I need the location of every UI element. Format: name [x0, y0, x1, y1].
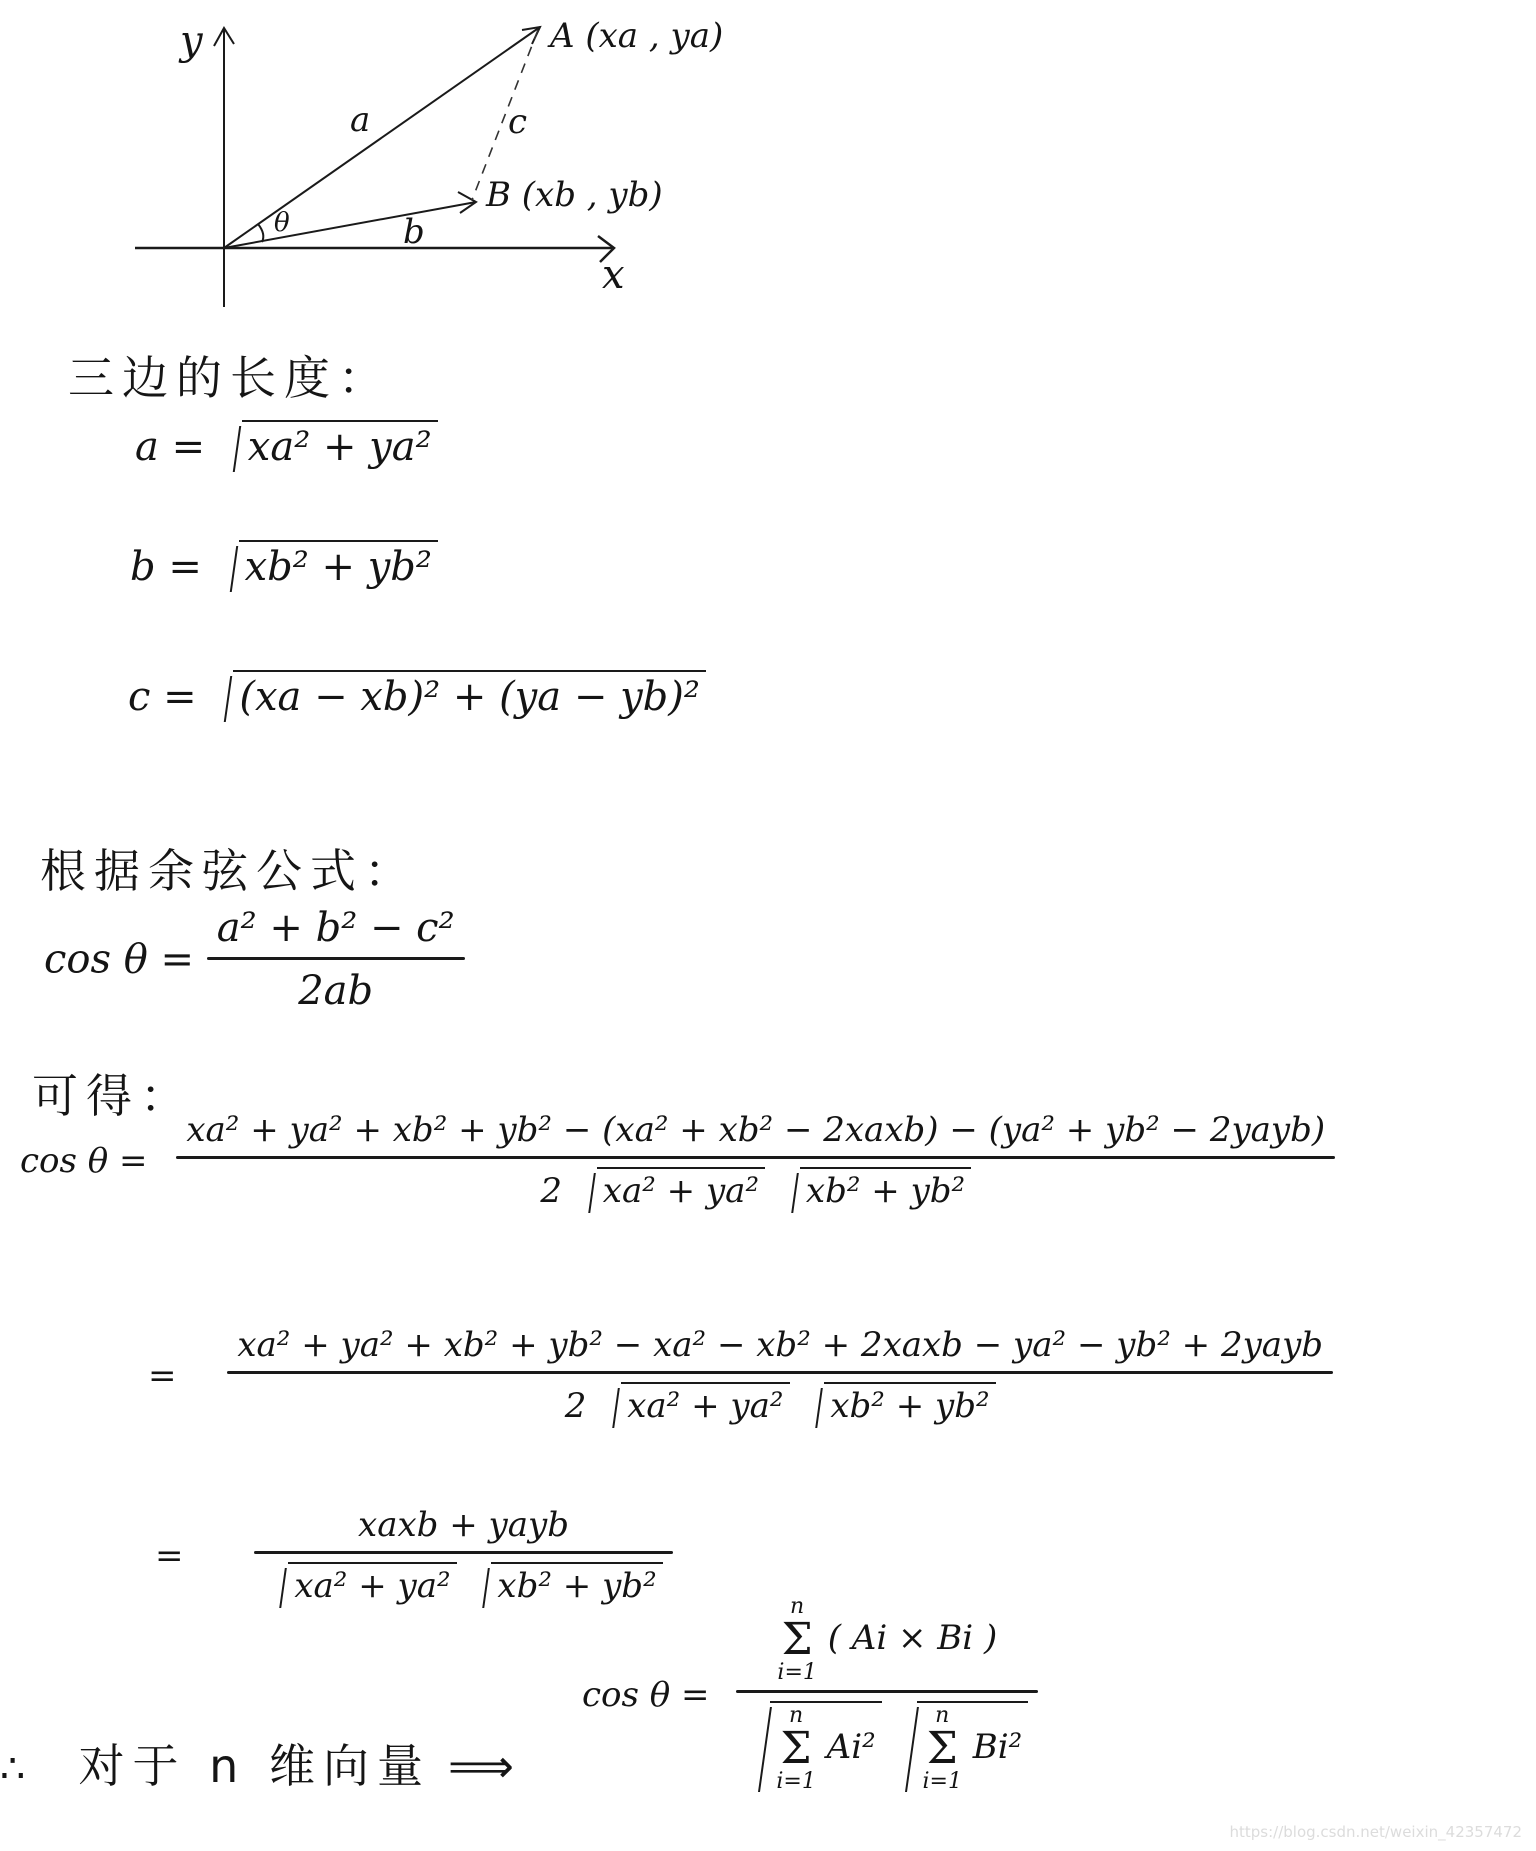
step3-den-root1: xa² + ya² — [288, 1562, 456, 1606]
derivation-lhs: cos θ = — [20, 1140, 148, 1181]
step1-den-coef: 2 — [540, 1171, 562, 1211]
n-dim-text: 对于 n 维向量 — [78, 1739, 431, 1793]
sigma-icon: n Σ i=1 — [922, 1703, 962, 1794]
formula-a-rhs: xa² + ya² — [242, 420, 438, 470]
sqrt-icon — [800, 1382, 995, 1426]
n-dim-den-term1: Ai² — [826, 1727, 876, 1767]
n-dim-denominator — [736, 1693, 1038, 1793]
sum-lower: i=1 — [777, 1660, 817, 1685]
point-b-label: B (xb , yb) — [486, 175, 663, 215]
sqrt-icon — [746, 1701, 881, 1793]
formula-c-lhs: c = — [128, 674, 197, 720]
cosine-law-numerator: a² + b² − c² — [216, 905, 455, 951]
sqrt-icon — [573, 1167, 765, 1211]
step1-numerator: xa² + ya² + xb² + yb² − (xa² + xb² − 2xaxb) − (ya² + yb² − 2yayb) — [186, 1110, 1326, 1150]
y-axis-label: y — [180, 18, 203, 64]
derivation-step-1 — [20, 1110, 1335, 1211]
formula-a — [135, 420, 438, 470]
sum-lower: i=1 — [776, 1769, 816, 1794]
cosine-law-denominator: 2ab — [298, 968, 374, 1014]
n-dim-den-term2: Bi² — [972, 1727, 1023, 1767]
derivation-heading: 可得： — [32, 1069, 194, 1123]
step1-den-root1: xa² + ya² — [597, 1167, 765, 1211]
sqrt-icon — [264, 1562, 456, 1606]
sqrt-icon — [215, 540, 438, 590]
n-dim-numerator — [767, 1596, 1007, 1690]
step3-equals: = — [155, 1535, 184, 1576]
vector-a-label: a — [350, 100, 371, 140]
sigma-icon: n Σ i=1 — [776, 1703, 816, 1794]
cosine-law-heading: 根据余弦公式： — [40, 844, 418, 898]
cosine-law-fraction — [207, 905, 465, 1014]
n-dim-formula — [582, 1596, 1038, 1793]
segment-c-label: c — [508, 102, 528, 142]
n-dim-statement — [0, 1730, 522, 1796]
step1-denominator — [530, 1159, 981, 1211]
sqrt-icon — [218, 420, 438, 470]
cosine-law-lhs: cos θ = — [44, 936, 195, 983]
step3-den-root2: xb² + yb² — [491, 1562, 662, 1606]
vector-b-label: b — [403, 212, 425, 252]
step3-numerator: xaxb + yayb — [358, 1505, 569, 1545]
x-axis-label: x — [602, 252, 625, 298]
derivation-step-2 — [148, 1325, 1333, 1426]
step2-den-root1: xa² + ya² — [621, 1382, 789, 1426]
formula-c — [128, 670, 706, 720]
sum-upper: n — [789, 1703, 804, 1728]
step1-fraction — [176, 1110, 1335, 1211]
step2-numerator: xa² + ya² + xb² + yb² − xa² − xb² + 2xaxb − ya² − yb² + 2yayb — [237, 1325, 1324, 1365]
sqrt-icon — [209, 670, 706, 720]
formula-b — [130, 540, 438, 590]
step2-denominator — [555, 1374, 1006, 1426]
step2-fraction — [227, 1325, 1333, 1426]
sqrt-icon — [597, 1382, 789, 1426]
point-a-label: A (xa , ya) — [550, 16, 724, 56]
n-dim-fraction — [736, 1596, 1038, 1793]
formula-a-lhs: a = — [135, 424, 206, 470]
therefore-icon: ∴ — [0, 1746, 34, 1792]
sum-upper: n — [790, 1594, 805, 1619]
watermark: https://blog.csdn.net/weixin_42357472 — [1229, 1823, 1522, 1841]
sqrt-icon — [776, 1167, 971, 1211]
angle-theta-label: θ — [274, 208, 290, 238]
implies-arrow-icon: ⟹ — [448, 1739, 522, 1793]
step2-den-root2: xb² + yb² — [824, 1382, 995, 1426]
n-dim-numerator-term: ( Ai × Bi ) — [827, 1618, 998, 1658]
sigma-icon: n Σ i=1 — [777, 1594, 817, 1685]
formula-c-rhs: (xa − xb)² + (ya − yb)² — [233, 670, 706, 720]
step1-den-root2: xb² + yb² — [800, 1167, 971, 1211]
side-lengths-heading: 三边的长度： — [68, 351, 392, 405]
sum-lower: i=1 — [922, 1769, 962, 1794]
derivation-step-3 — [155, 1505, 673, 1606]
step2-den-coef: 2 — [564, 1386, 587, 1426]
sqrt-icon — [893, 1701, 1029, 1793]
sum-upper: n — [935, 1703, 950, 1728]
n-dim-lhs: cos θ = — [582, 1674, 710, 1715]
formula-b-lhs: b = — [130, 544, 202, 590]
step2-equals: = — [148, 1355, 177, 1396]
cosine-law-formula — [44, 905, 465, 1014]
formula-b-rhs: xb² + yb² — [239, 540, 438, 590]
step3-fraction — [254, 1505, 672, 1606]
vector-diagram — [0, 0, 768, 320]
